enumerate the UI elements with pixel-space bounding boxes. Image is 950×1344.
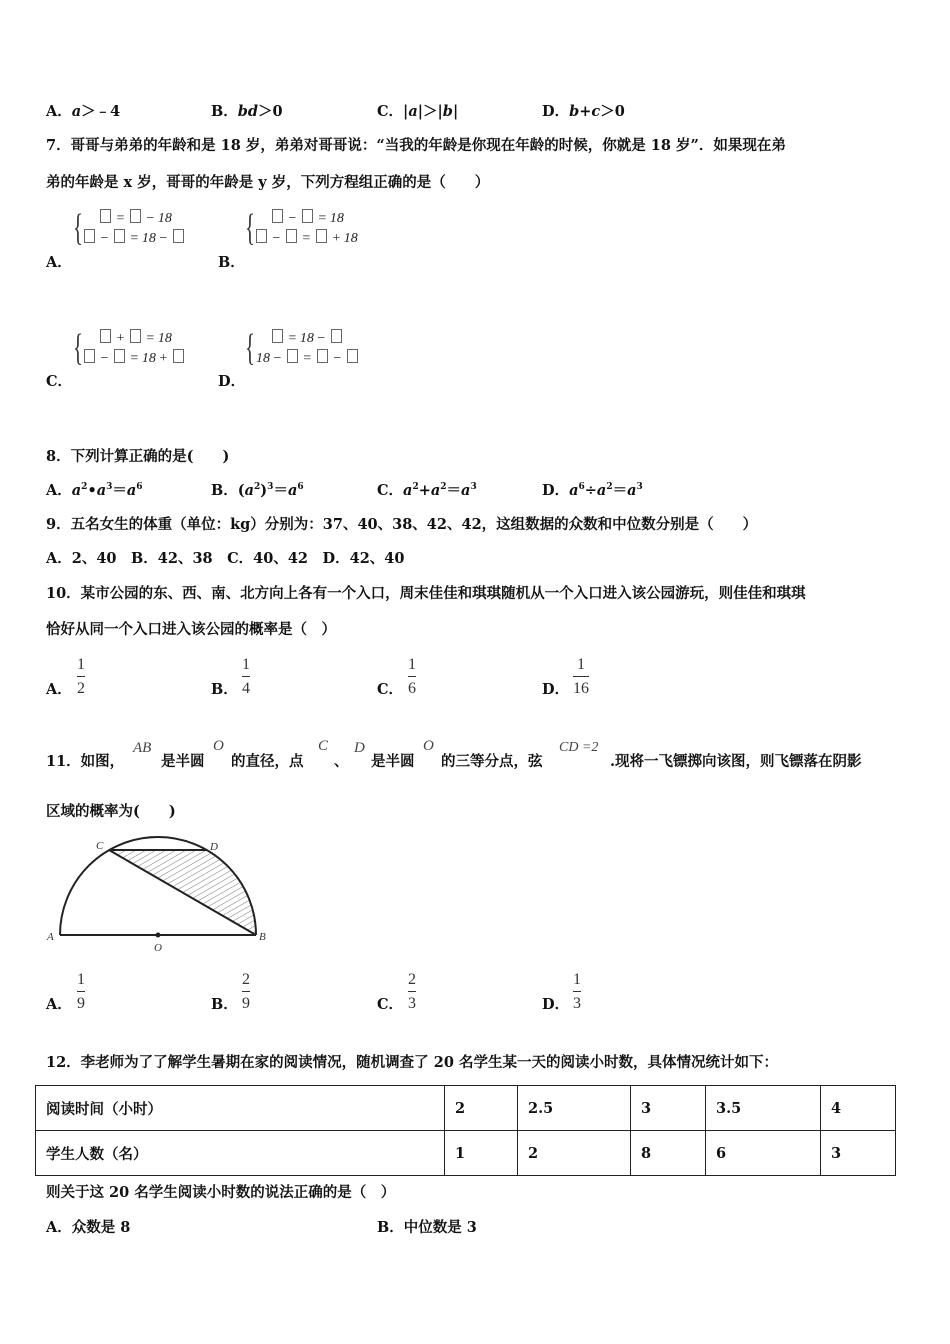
q8-option-b: B．$(a^2)^3=a^6$ (211, 482, 304, 499)
table-cell: 2.5 (518, 1086, 631, 1131)
q7-option-d: D． (218, 373, 246, 390)
q10-b-fraction: 1 4 (242, 656, 250, 697)
q11-label-a: A (47, 931, 54, 943)
q11-c: C (318, 738, 329, 754)
table-row (36, 1086, 896, 1131)
q11-a-fraction: 1 9 (77, 971, 85, 1012)
q7-c-eq1: + = 18 (98, 329, 172, 348)
q12-option-a: A．众数是 8 (46, 1219, 131, 1236)
q11-stem-line2: 区域的概率为( ) (46, 803, 176, 820)
q11-stem-p2: 是半圆 (161, 753, 205, 770)
q7-option-c: C． (46, 373, 73, 390)
q7-b-brace: { (245, 207, 256, 249)
q11-o1: O (213, 738, 224, 754)
q11-label-c: C (96, 840, 104, 852)
q8-stem: 8．下列计算正确的是( ) (46, 448, 230, 465)
q10-c-fraction: 1 6 (408, 656, 416, 697)
q9-stem: 9．五名女生的体重（单位：kg）分别为：37、40、38、42、42，这组数据的众数和中位数分别是（ ） (46, 516, 758, 533)
q12-after-text: 则关于这 20 名学生阅读小时数的说法正确的是（ ） (46, 1184, 396, 1201)
q11-label-o: O (154, 942, 162, 954)
q7-a-eq1: = − 18 (98, 209, 172, 228)
q7-a-eq2: − = 18 − (82, 229, 186, 248)
q7-c-brace: { (73, 327, 84, 369)
q12-stem: 12．李老师为了了解学生暑期在家的阅读情况，随机调查了 20 名学生某一天的阅读小时数，具体情况统计如下： (46, 1054, 778, 1071)
q7-b-eq1: − = 18 (270, 209, 344, 228)
q11-o2: O (423, 738, 434, 754)
q11-d: D (354, 740, 365, 756)
table-cell: 6 (706, 1131, 821, 1176)
table-row (36, 1131, 896, 1176)
q8-option-d: D．$a^6\div a^2=a^3$ (542, 482, 643, 499)
q7-b-eq2: − = + 18 (254, 229, 358, 248)
q7-option-b: B． (218, 254, 245, 271)
q11-cd: CD =2 (559, 740, 599, 755)
q11-option-b: B． (211, 996, 238, 1013)
q11-d-fraction: 1 3 (573, 971, 581, 1012)
q11-center-point (156, 933, 161, 938)
q11-c-fraction: 2 3 (408, 971, 416, 1012)
q6-option-d: D．b+c＞0 (542, 103, 625, 120)
q10-option-c: C． (377, 681, 404, 698)
table-cell: 8 (631, 1131, 706, 1176)
q11-b-fraction: 2 9 (242, 971, 250, 1012)
table-cell: 3.5 (706, 1086, 821, 1131)
table-header-cell: 阅读时间（小时） (36, 1086, 445, 1131)
q12-data-table (35, 1085, 896, 1176)
q10-stem-line2: 恰好从同一个入口进入该公园的概率是（ ） (46, 621, 336, 638)
q11-label-d: D (210, 841, 218, 853)
q7-stem-line1: 7．哥哥与弟弟的年龄和是 18 岁，弟弟对哥哥说：“当我的年龄是你现在年龄的时候，你就是 18 岁”．如果现在弟 (46, 137, 786, 154)
q7-option-a: A． (46, 254, 72, 271)
q7-d-eq1: = 18 − (270, 329, 344, 348)
q7-d-eq2: 18 − = − (256, 349, 360, 368)
table-cell: 4 (821, 1086, 896, 1131)
q11-stem-p4: 、 (334, 753, 349, 770)
q6-option-c: C．|a|＞|b| (377, 103, 459, 120)
table-cell: 1 (445, 1131, 518, 1176)
q11-option-a: A． (46, 996, 72, 1013)
q10-option-a: A． (46, 681, 72, 698)
q11-stem-p7: .现将一飞镖掷向该图，则飞镖落在阴影 (610, 753, 862, 770)
table-header-cell: 学生人数（名） (36, 1131, 445, 1176)
q11-option-c: C． (377, 996, 404, 1013)
q11-label-b: B (259, 931, 266, 943)
q8-option-c: C．$a^2+a^2=a^3$ (377, 482, 477, 499)
q9-options: A．2、40 B．42、38 C．40、42 D．42、40 (46, 550, 405, 567)
q11-stem-p5: 是半圆 (371, 753, 415, 770)
q7-a-brace: { (73, 207, 84, 249)
q12-option-b: B．中位数是 3 (377, 1219, 477, 1236)
q10-stem-line1: 10．某市公园的东、西、南、北方向上各有一个入口，周末佳佳和琪琪随机从一个入口进入该公园游玩，则佳佳和琪琪 (46, 585, 806, 602)
q6-option-a: A．a＞﹣4 (46, 103, 121, 120)
q10-option-d: D． (542, 681, 570, 698)
q10-option-b: B． (211, 681, 238, 698)
q11-option-d: D． (542, 996, 570, 1013)
q6-option-b: B．bd＞0 (211, 103, 283, 120)
q11-semicircle-figure (40, 836, 276, 956)
table-cell: 3 (821, 1131, 896, 1176)
table-cell: 3 (631, 1086, 706, 1131)
q10-a-fraction: 1 2 (77, 656, 85, 697)
q7-d-brace: { (245, 327, 256, 369)
q8-option-a: A．$a^2•a^3=a^6$ (46, 482, 143, 499)
q7-stem-line2: 弟的年龄是 x 岁，哥哥的年龄是 y 岁，下列方程组正确的是（ ） (46, 174, 490, 191)
q11-stem-p3: 的直径，点 (231, 753, 304, 770)
table-cell: 2 (518, 1131, 631, 1176)
q11-stem-p6: 的三等分点，弦 (441, 753, 543, 770)
q11-stem-p1: 11．如图， (46, 753, 125, 770)
q11-ab: AB (133, 740, 152, 756)
table-cell: 2 (445, 1086, 518, 1131)
q10-d-fraction: 1 16 (573, 656, 589, 697)
q7-c-eq2: − = 18 + (82, 349, 186, 368)
